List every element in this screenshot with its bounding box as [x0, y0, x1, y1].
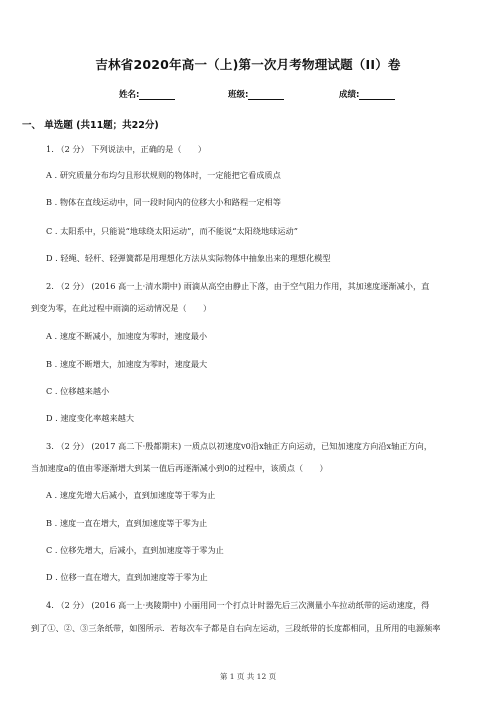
question-1-stem: 1. （2 分） 下列说法中，正确的是（ ） — [46, 144, 207, 154]
question-1-option-a: A . 研究质量分布均匀且形状规则的物体时，一定能把它看成质点 — [46, 170, 281, 180]
class-label: 班级: — [228, 90, 249, 100]
student-info-row — [0, 88, 496, 102]
question-4-stem-line-2: 到了①、②、③三条纸带，如图所示．若每次车子都是自右向左运动，三段纸带的长度都相同，且所用的电源频率 — [31, 623, 441, 633]
name-field — [119, 88, 175, 100]
question-2-option-b: B . 速度不断增大，加速度为零时，速度最大 — [46, 359, 208, 369]
question-2-option-c: C . 位移越来越小 — [46, 386, 110, 396]
exam-title: 吉林省2020年高一（上)第一次月考物理试题（II）卷 — [95, 57, 401, 72]
question-1-option-b: B . 物体在直线运动中，同一段时间内的位移大小和路程一定相等 — [46, 197, 281, 207]
score-blank — [359, 90, 395, 100]
question-2-stem-line-2: 到变为零，在此过程中雨滴的运动情况是（ ） — [31, 303, 212, 313]
question-3-stem-line-2: 当加速度a的值由零逐渐增大到某一值后再逐渐减小到0的过程中，该质点（ ） — [31, 463, 328, 473]
question-3-option-c: C . 位移先增大，后减小，直到加速度等于零为止 — [46, 545, 224, 555]
class-blank — [248, 90, 284, 100]
question-1-option-d: D . 轻绳、轻杆、轻弹簧都是用理想化方法从实际物体中抽象出来的理想化模型 — [46, 253, 331, 263]
page-footer: 第 1 页 共 12 页 — [219, 672, 277, 681]
question-3-option-d: D . 位移一直在增大，直到加速度等于零为止 — [46, 572, 208, 582]
question-3-option-a: A . 速度先增大后减小，直到加速度等于零为止 — [46, 490, 216, 500]
question-2-stem-line-1: 2. （2 分） (2016 高一上·清水期中) 雨滴从高空由静止下落，由于空气阻力作用，其加速度逐渐减小，直 — [46, 281, 430, 291]
question-1-option-c: C . 太阳系中，只能说“地球绕太阳运动”，而不能说“太阳绕地球运动” — [46, 226, 298, 236]
name-blank — [139, 90, 175, 100]
score-field — [339, 88, 395, 100]
question-3-stem-line-1: 3. （2 分） (2017 高二下·殷都期末) 一质点以初速度v0沿x轴正方向运动，已知加速度方向沿x轴正方向， — [46, 441, 433, 451]
question-3-option-b: B . 速度一直在增大，直到加速度等于零为止 — [46, 518, 208, 528]
question-2-option-d: D . 速度变化率越来越大 — [46, 413, 135, 423]
name-label: 姓名: — [119, 90, 140, 100]
question-2-option-a: A . 速度不断减小，加速度为零时，速度最小 — [46, 331, 208, 341]
section-heading: 一、 单选题 (共11题；共22分) — [22, 120, 159, 131]
class-field — [228, 88, 284, 100]
question-4-stem-line-1: 4. （2 分） (2016 高一上·夷陵期中) 小丽用同一个打点计时器先后三次测量小车拉动纸带的运动速度，得 — [46, 600, 430, 610]
score-label: 成绩: — [339, 90, 360, 100]
